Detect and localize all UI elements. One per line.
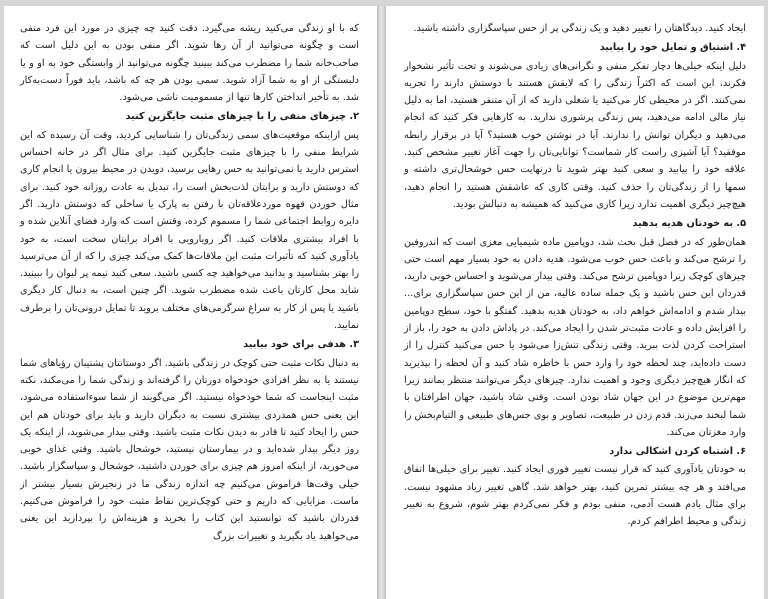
- left-page: [4, 6, 377, 599]
- section-5-paragraph: همان‌طور که در فصل قبل بحث شد، دوپامین ماده شیمیایی مغزی است که اندروفین را ترشح می‌کند و باعث حس خوب می‌شود. هدیه دادن به خود بسیار مهم است حتی چیزهای کوچک زیرا دوپامین ترشح می‌کند. وقتی بیدار می‌شوید و احساس خوبی دارید، قدردان این حس باشید و یک جمله ساده عالیه، من از این حس سپاسگزاری برای... بیدار شدم و ادامه‌اش خواهم داد، به خودتان هدیه بدهید. گفتگو با خود، سطح دوپامین را افزایش داده و عادت مثبت‌تر شدن را ایجاد می‌کند. در پاداش دادن به خود را، باز از استراحت کردن لذت ببرید. وقتی زندگی تنش‌زا می‌شود یا حس می‌کنید کنترل را از دست داده‌اید، چند لحظه خود را وارد حس با خاطره شاد کنید و آن لحظه را بپذیرید که انگار هیچ‌چیز دیگری وجود و اهمیت ندارد. چیزهای دیگر می‌توانند منتظر بمانند زیرا مهم‌ترین موضوع در این جهان شاد بودن است. وقتی شاد باشید، جهان اطرافتان با شما لبخند می‌زند. قدم زدن در طبیعت، تصاویر و بوی حس‌های طبیعی و التیام‌بخش را وارد مغزتان می‌کند.: [404, 236, 746, 438]
- section-5-heading: ۵. به خودتان هدیه بدهید: [632, 218, 746, 230]
- section-2-heading: ۲. چیزهای منفی را با چیزهای مثبت جایگزین کنید: [125, 111, 359, 123]
- section-4-paragraph: دلیل اینکه خیلی‌ها دچار تفکر منفی و نگرانی‌های زیادی می‌شوند و تحت تأثیر نشخوار فکرند، این است که اکثراً زندگی را که لایقش هستند با دوستش دارند را تجربه نمی‌کنند. اگر در محیطی کار می‌کنید یا شغلی دارید که از آن متنفر هستید، اما به دلیل نیاز مالی ادامه می‌دهید، پس زندگی پرشوری ندارید. به کارهایی فکر کنید که انجام می‌دهید و دیگران توانش را ندارند. آیا در نوشتن خوب هستید؟ آیا در برقرار رابطه موفقید؟ آیا آشپزی راست کار شماست؟ توانایی‌تان را جهت آغاز تغییر مشخص کنید. علاقه خود را بیابید و سعی کنید بهتر شوید تا درنهایت حس خوشحال‌تری داشته و سمها را از زندگی‌تان را حذف کنید. وقتی کاری که عاشقش هستید را انجام دهید، هیچ‌چیز دیگری اهمیت ندارد زیرا کاری می‌کنید که همیشه به دنبالش بودید.: [404, 60, 746, 210]
- section-2-paragraph: پس ازاینکه موقعیت‌های سمی زندگی‌تان را شناسایی کردید، وقت آن رسیده که این شرایط منفی را با چیزهای مثبت جایگزین کنید. برای مثال اگر در خانه احساس استرس دارید یا نمی‌توانید به حس رهایی برسید، دویدن در محیط بیرون یا انجام کاری که دوستش دارید و برایتان لذت‌بخش است را، تبدیل به عادت روزانه خود کنید. برای مثال خوردن قهوه موردعلاقه‌تان با رفتن به پارک یا ساحلی که دوستش دارید. اگر دایره روابط اجتماعی شما را مسموم کرده، وقتش است که وارد فضای آنلاین شده و با افراد بیشتری ملاقات کنید. اگر رویارویی با افراد برایتان سخت است، به خود یادآوری کنید که تأثیرات مثبت این ملاقات‌ها کمک می‌کند چیزی را که از آن می‌ترسید را بهتر بشناسید و بدانید می‌خواهید چه کسی باشید. سعی کنید نیمه پر لیوان را ببینید. شاید محل کارتان باعث شده مضطرب شوید. اگر چنین است، به دنبال کار دیگری باشید یا پس از کار به سراغ سرگرمی‌های مختلف بروید تا تمایل درونی‌تان را برطرف نمایید.: [20, 129, 359, 332]
- left-intro-paragraph: که با او زندگی می‌کنید ریشه می‌گیرد. دقت کنید چه چیزی در مورد این فرد منفی است و چگونه می‌توانید از آن رها شوید. اگر منفی بودن به این دلیل است که صاحب‌خانه شما را مضطرب می‌کند ببینید چگونه می‌توانید از وابستگی خود به او و یا دلبستگی از او به شما آزاد شوید. سمی بودن هر چه که باشد، باید فوراً دست‌به‌کار شد. به تأخیر انداختن کارها تنها از مسمومیت ناشی می‌شود.: [20, 23, 359, 104]
- right-page: [386, 6, 764, 599]
- right-intro-paragraph: ایجاد کنید. دیدگاهتان را تغییر دهید و یک زندگی پر از حس سپاسگزاری داشته باشید.: [413, 23, 746, 34]
- section-6-paragraph: به خودتان یادآوری کنید که قرار نیست تغییر فوری ایجاد کنید. تغییر برای خیلی‌ها اتفاق می‌افتد و هر چه بیشتر تمرین کنید، بهتر خواهد شد. گاهی تغییر زیاد مشهود نیست. برای مثال یادم هست آدمی، منفی بودم و فکر نمی‌کردم بهتر شوم، شروع به تغییر زندگی و محیط اطرافم کردم.: [404, 464, 746, 528]
- section-3-heading: ۳. هدفی برای خود بیابید: [243, 339, 359, 351]
- section-6-heading: ۶. اشتباه کردن اشکالی ندارد: [609, 446, 746, 458]
- section-4-heading: ۴. اشتیاق و تمایل خود را بیابید: [599, 42, 746, 54]
- section-3-paragraph: به دنبال نکات مثبت حتی کوچک در زندگی باشید. اگر دوستانتان پشتیبان رؤیاهای شما نیستند یا به نظر افرادی خودخواه دورتان را گرفته‌اند و زندگی شما را می‌مکند، نکته مثبت اینجاست که شما خودخواه نیستید. اگر می‌گویند از شما سوءاستفاده می‌شود، این یعنی حس همدردی بیشتری نسبت به دیگران دارید و باید برای خودتان هم این حس را ایجاد کنید تا قادر به دیدن نکات مثبت باشید. وقتی بیدار می‌شوید، از اینکه یک روز دیگر بیدار شده‌اید و در بیمارستان نیستید، خوشحال باشید. وقتی غذای خوبی می‌خورید، از اینکه امروز هم چیزی برای خوردن داشتید، خوشحال و سپاسگزار باشید. خیلی وقت‌ها فراموش می‌کنیم چه اندازه زندگی ما در زنجیرش بسیار بیشتر از ماست. مزایایی که داریم و حتی کوچک‌ترین نقاط مثبت خود را فراموش می‌کنیم. قدردان باشید که توانستید این کتاب را بخرید و هزینه‌اش را بپردازید این یعنی می‌خواهید یاد بگیرید و تغییرات بزرگ: [20, 357, 359, 542]
- book-gutter: [377, 6, 386, 599]
